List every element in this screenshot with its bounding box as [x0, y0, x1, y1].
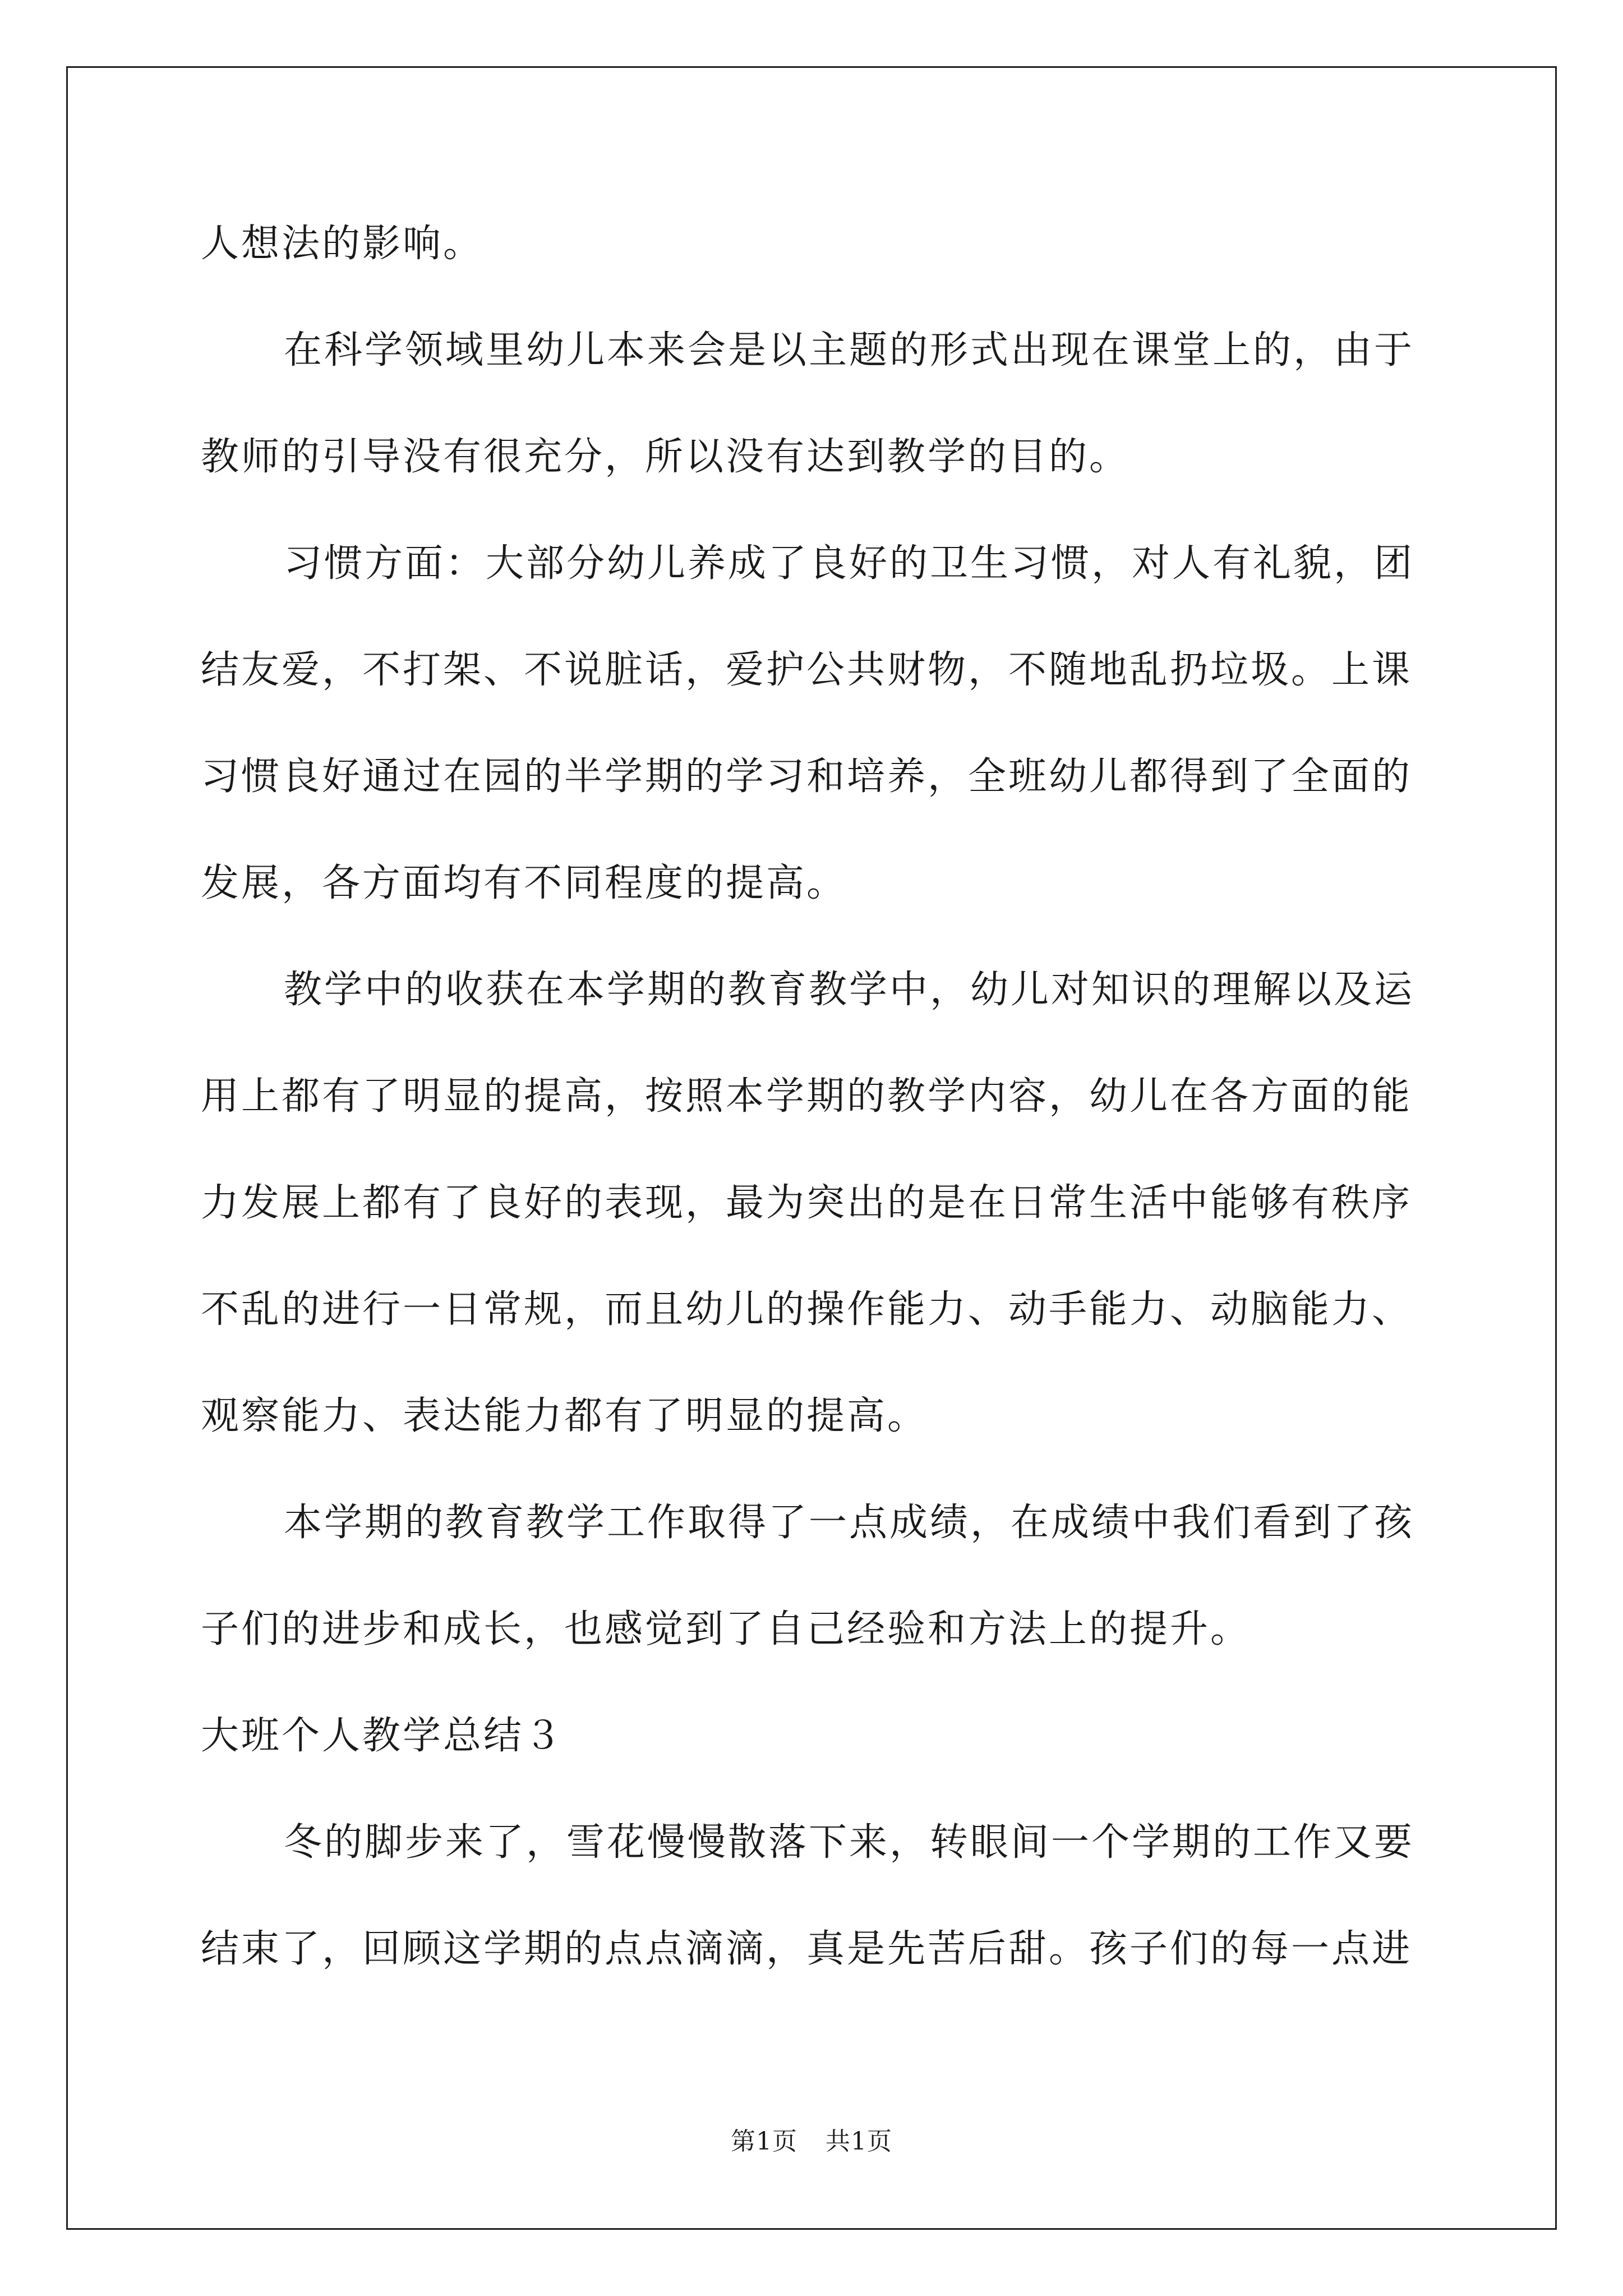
paragraph-line: 教学中的收获在本学期的教育教学中，幼儿对知识的理解以及运 [284, 968, 1415, 1012]
paragraph-line: 教师的引导没有很充分，所以没有达到教学的目的。 [201, 435, 1130, 479]
paragraph-line: 结束了，回顾这学期的点点滴滴，真是先苦后甜。孩子们的每一点进 [201, 1927, 1413, 1971]
paragraph-line: 习惯良好通过在园的半学期的学习和培养，全班幼儿都得到了全面的 [201, 754, 1413, 799]
document-body [201, 191, 1435, 2003]
paragraph-line: 观察能力、表达能力都有了明显的提高。 [201, 1394, 928, 1438]
paragraph-line: 冬的脚步来了，雪花慢慢散落下来，转眼间一个学期的工作又要 [284, 1820, 1415, 1865]
page-number-total: 共1页 [826, 2127, 892, 2156]
paragraph-line: 用上都有了明显的提高，按照本学期的教学内容，幼儿在各方面的能 [201, 1074, 1413, 1119]
paragraph-line: 子们的进步和成长，也感觉到了自己经验和方法上的提升。 [201, 1607, 1251, 1651]
paragraph-line: 发展，各方面均有不同程度的提高。 [201, 861, 847, 905]
section-heading: 大班个人教学总结３ [201, 1714, 565, 1758]
paragraph-line: 习惯方面：大部分幼儿养成了良好的卫生习惯，对人有礼貌，团 [284, 541, 1415, 586]
page-footer [0, 2125, 1623, 2159]
page-number-current: 第1页 [731, 2127, 797, 2156]
paragraph-line: 结友爱，不打架、不说脏话，爱护公共财物，不随地乱扔垃圾。上课 [201, 648, 1413, 692]
paragraph-line: 本学期的教育教学工作取得了一点成绩，在成绩中我们看到了孩 [284, 1501, 1415, 1545]
paragraph-line: 不乱的进行一日常规，而且幼儿的操作能力、动手能力、动脑能力、 [201, 1287, 1413, 1332]
paragraph-line: 力发展上都有了良好的表现，最为突出的是在日常生活中能够有秩序 [201, 1181, 1413, 1225]
paragraph-line: 人想法的影响。 [201, 222, 484, 266]
paragraph-line: 在科学领域里幼儿本来会是以主题的形式出现在课堂上的，由于 [284, 328, 1415, 372]
